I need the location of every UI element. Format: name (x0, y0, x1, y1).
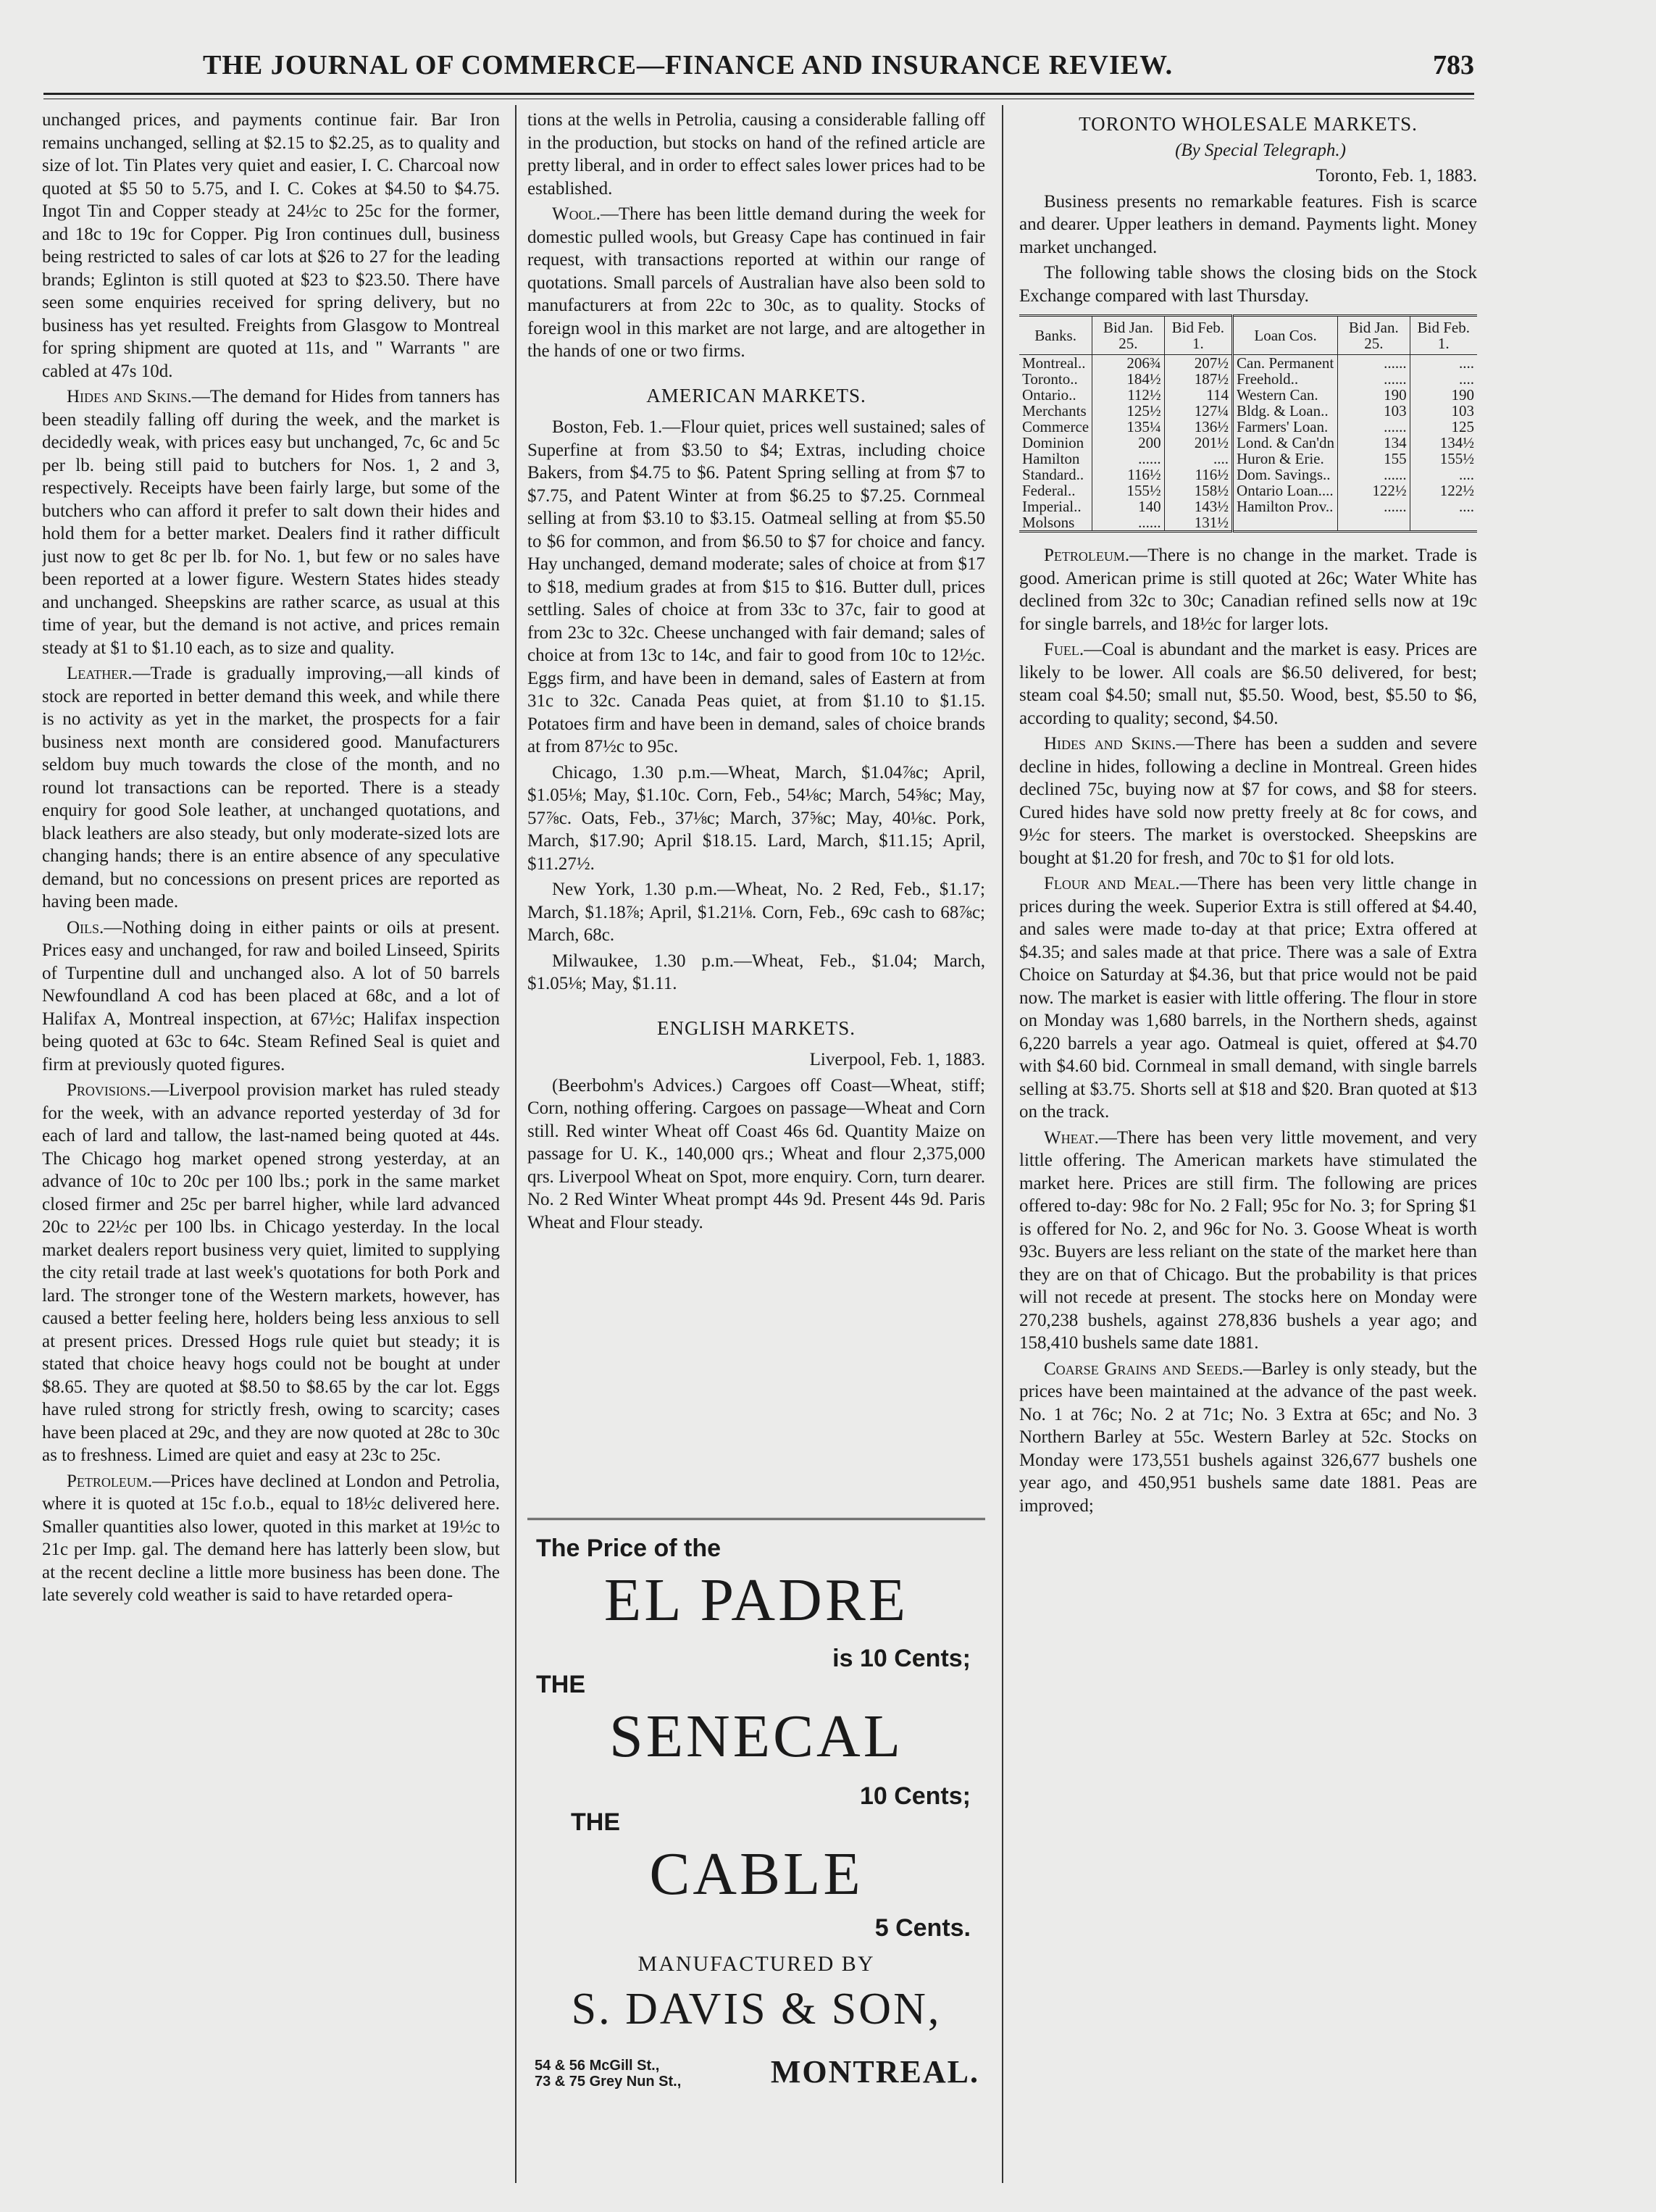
bank-name: Montreal.. (1022, 354, 1086, 372)
city-name: MONTREAL. (770, 2054, 979, 2090)
bid-feb: 114 (1164, 387, 1232, 403)
bid-jan: 135¼ (1092, 419, 1165, 435)
paragraph-iron: unchanged prices, and payments continue fair. Bar Iron remains unchanged, selling at $2.15 to $2.25, as to quality and size of lot. Tin Plates very quiet and easier, I. C. Charcoal now quoted at $5 50 to 5.75, and I. C. Cokes at $4.50 to $4.75. Ingot Tin and Copper steady at 24½c to 25c for the former, and 18c to 19c for Copper. Pig Iron continues dull, business being restricted to sales of car lots at $26 to 27 for the leading brands; Eglinton is still quoted at $23 to $23.50. There have seen some enquiries received for spring delivery, but no business has yet resulted. Freights from Glasgow to Montreal for spring shipment are quoted at 11s, and " Warrants " are cabled at 47s 10d. (42, 110, 500, 381)
bank-name: Imperial.. (1022, 498, 1082, 515)
bid-feb: 155½ (1410, 451, 1477, 467)
section-text: —Liverpool provision market has ruled steady for the week, with an advance reported yesterday of 3d for each of lard and tallow, the last-named being quoted at 44s. The Chicago hog market opened strong yesterday, at an advance of 10c to 20c per 100 lbs.; pork in the same market closed firmer and 25c per barrel higher, while lard advanced 20c to 22½c per 100 lbs. in Chicago yesterday. In the local market dealers report business very quiet, limited to supplying the city retail trade at last week's quotations for both Pork and lard. The stronger tone of the Western markets, however, has caused a better feeling here, holders being less anxious to sell at present prices. Dressed Hogs rule quiet but steady; it is stated that choice heavy hogs could not be bought at under $8.65. They are quoted at $8.50 to $8.65 by the car lot. Eggs have ruled strong for strictly fresh, owing to scarcity; cases have been placed at 29c, and they are now quoted at 28c to 30c as to freshness. Limed are quiet and easy at 23c to 25c. (42, 1080, 500, 1465)
firm-name: S. DAVIS & SON, (571, 1984, 942, 2034)
loan-co-name: Bldg. & Loan.. (1233, 403, 1338, 419)
dateline-liverpool: Liverpool, Feb. 1, 1883. (809, 1050, 985, 1069)
english-markets-heading: ENGLISH MARKETS. (656, 1017, 856, 1039)
loan-co-name: Hamilton Prov.. (1233, 498, 1338, 514)
price-el-padre: is 10 Cents; (832, 1645, 971, 1672)
section-text: —There has been little demand during the week for domestic pulled wools, but Greasy Cape has continued in fair request, with transactions reported at within our range of quotations. Small parcels of Australian have also been sold to manufacturers at from 22c to 30c, as to quality. Stocks of foreign wool in this market are not large, and are altogether in the hands of one or two firms. (527, 204, 985, 361)
paragraph-coarse-grains (1019, 1358, 1477, 1518)
manufactured-by: MANUFACTURED BY (637, 1952, 875, 1976)
paragraph-fuel (1019, 638, 1477, 730)
bid-jan: 206¾ (1092, 355, 1165, 372)
bid-feb: 116½ (1164, 467, 1232, 483)
section-heading: Leather. (67, 664, 133, 683)
column-3 (1019, 109, 1477, 2183)
bid-jan: 190 (1338, 387, 1410, 403)
table-header-row (1019, 316, 1477, 355)
bank-name: Dominion (1022, 434, 1084, 451)
section-text: —Trade is gradually improving,—all kinds of stock are reported in better demand this week, and while there is no activity as yet in the market, the prospects for a fair business next month are considered good. Manufacturers seldom buy much towards the close of the month, and no round lot transactions can be reported. There is a steady enquiry for good Sole leather, at unchanged quotations, and black leathers are also steady, but only moderate-sized lots are changing hands; there is an entire absence of any speculative demand, but no concessions on present prices are reported as having been made. (42, 664, 500, 911)
col-header-loan-cos: Loan Cos. (1233, 316, 1338, 355)
column-divider (1002, 105, 1003, 2183)
bank-name: Commerce (1022, 418, 1090, 435)
section-heading: Hides and Skins. (67, 387, 192, 406)
loan-co-name: Lond. & Can'dn (1233, 435, 1338, 451)
section-text: —There has been a sudden and severe decline in hides, following a decline in Montreal. Green hides declined 75c, buying now at $7 for cows, and $8 for steers. Cured hides have sold now pretty freely at 8c for cows, and 9½c for steers. The market is overstocked. Sheepskins are bought at $1.20 for fresh, and 70c to $1 for old lots. (1019, 734, 1477, 868)
paragraph-chicago: Chicago, 1.30 p.m.—Wheat, March, $1.04⅞c; April, $1.05⅛; May, $1.10c. Corn, Feb., 54⅛c; March, 54⅝c; May, 57⅞c. Oats, Feb., 37⅛c; March, 37⅝c; May, 40⅛c. Pork, March, $17.90; April $18.15. Lard, March, $11.15; April, $11.27½. (527, 762, 985, 874)
table-row (1019, 419, 1477, 435)
bid-feb: 122½ (1410, 483, 1477, 498)
section-heading: Wool. (552, 204, 601, 224)
paragraph-provisions (42, 1079, 500, 1467)
section-heading: Provisions. (67, 1080, 151, 1100)
column-1 (42, 109, 500, 2183)
bid-feb: 158½ (1164, 483, 1232, 498)
american-markets-heading: AMERICAN MARKETS. (646, 384, 866, 406)
col-header-bid-feb: Bid Feb. 1. (1410, 316, 1477, 355)
loan-co-name: Can. Permanent (1233, 355, 1338, 372)
section-heading: Wheat. (1044, 1127, 1099, 1148)
table-row (1019, 514, 1477, 532)
bid-feb: 136½ (1164, 419, 1232, 435)
paragraph-english: (Beerbohm's Advices.) Cargoes off Coast—Wheat, stiff; Corn, nothing offering. Cargoes on passage—Wheat and Corn still. Red winter Wheat off Coast 46s 6d. Quantity Maize on passage for U. K., 140,000 qrs.; Wheat and flour 2,375,000 qrs. Liverpool Wheat on Spot, more enquiry. Corn, turn dearer. No. 2 Red Winter Wheat prompt 44s 9d. Present 44s 9d. Paris Wheat and Flour steady. (527, 1075, 985, 1232)
bank-name: Molsons (1022, 514, 1075, 531)
section-heading: Fuel. (1044, 640, 1084, 659)
table-row (1019, 451, 1477, 467)
paragraph-hides (1019, 733, 1477, 869)
page-header (43, 45, 1474, 87)
table-body (1019, 355, 1477, 532)
table-row (1019, 467, 1477, 483)
table-row (1019, 355, 1477, 372)
bid-jan: 103 (1338, 403, 1410, 419)
bid-feb: 201½ (1164, 435, 1232, 451)
bid-feb: .... (1164, 451, 1232, 467)
bid-jan: ...... (1338, 467, 1410, 483)
bid-feb: .... (1410, 355, 1477, 372)
loan-co-name: Freehold.. (1233, 371, 1338, 387)
bid-jan: ...... (1338, 371, 1410, 387)
loan-co-name: Western Can. (1233, 387, 1338, 403)
paragraph-petrolia: tions at the wells in Petrolia, causing a considerable falling off in the production, but stocks on hand of the refined article are pretty liberal, and in order to effect sales lower prices had to be established. (527, 110, 985, 199)
bid-feb: .... (1410, 467, 1477, 483)
paragraph-petroleum (42, 1470, 500, 1607)
bid-jan: 200 (1092, 435, 1165, 451)
paragraph-flour (1019, 872, 1477, 1124)
paragraph-new-york: New York, 1.30 p.m.—Wheat, No. 2 Red, Feb., $1.17; March, $1.18⅞; April, $1.21⅛. Corn, Feb., 69c cash to 68⅞c; March, 68c. (527, 880, 985, 945)
section-text: —There has been very little movement, and very little offering. The American markets have stimulated the market here. Prices are still firm. The following are prices offered to-day: 98c for No. 2 Fall; 95c for No. 3; for Spring $1 is offered for No. 2, and 96c for No. 3. Goose Wheat is worth 93c. Buyers are less reliant on the state of the market here than they are on that of Chicago. But the probability is that prices will not recede at present. The stocks here on Monday were 270,238 bushels, against 278,836 bushels a year ago; and 158,410 bushels same date 1881. (1019, 1127, 1477, 1353)
bank-name: Toronto.. (1022, 370, 1078, 388)
bid-jan: 122½ (1338, 483, 1410, 498)
paragraph-wool (527, 203, 985, 363)
paragraph-business: Business presents no remarkable features. Fish is scarce and dearer. Upper leathers in demand. Payments light. Money market unchanged. (1019, 191, 1477, 257)
brand-el-padre: EL PADRE (603, 1566, 909, 1634)
paragraph-milwaukee: Milwaukee, 1.30 p.m.—Wheat, Feb., $1.04; March, $1.05⅛; May, $1.11. (527, 951, 985, 993)
section-heading: Flour and Meal. (1044, 874, 1180, 893)
price-senecal: 10 Cents; (859, 1782, 971, 1810)
bid-feb: 187½ (1164, 371, 1232, 387)
paragraph-boston: Boston, Feb. 1.—Flour quiet, prices well sustained; sales of Superfine at from $3.50 to $4; Extras, including choice Bakers, from $4.75 to $6. Patent Spring selling at from $7 to $7.75, and Patent Winter at from $6.25 to $7.25. Cornmeal selling at from $3.10 to $3.15. Oatmeal selling at from $5.50 to $6 for common, and from $6.50 to $7 for choice and fancy. Hay unchanged, demand moderate; sales of choice at from $17 to $18, medium grades at from $15 to $16. Butter dull, prices settling. Sales of choice at from 33c to 37c, fair to good at from 23c to 32c. Cheese unchanged with fair demand; sales of choice at from 13c to 14c, and fair to good from 10c to 12½c. Eggs firm, and have been in demand, sales of Eastern at from 31c to 32c. Canada Peas quiet, at from $1.10 to $1.15. Potatoes firm and have been in demand, sales of choice brands at from 87½c to 95c. (527, 417, 985, 756)
ad-the: THE (571, 1808, 620, 1836)
bank-name: Federal.. (1022, 482, 1076, 499)
section-text: —There is no change in the market. Trade is good. American prime is still quoted at 26c; Water White has declined from 32c to 30c; Canadian refined sells now at 19c for single barrels, and 18½c for larger lots. (1019, 546, 1477, 634)
section-text: —Prices have declined at London and Petrolia, where it is quoted at 15c f.o.b., equal to 18½c delivered here. Smaller quantities also lower, quoted in this market at 19½c to 21c per Imp. gal. The demand here has latterly been slow, but at the recent decline a little more business has been done. The late severely cold weather is said to have retarded opera- (42, 1471, 500, 1605)
bid-feb: .... (1410, 498, 1477, 514)
loan-co-name (1233, 514, 1338, 532)
bid-feb: .... (1410, 371, 1477, 387)
bid-jan: 116½ (1092, 467, 1165, 483)
column-2 (527, 109, 985, 1513)
table-row (1019, 483, 1477, 498)
stock-exchange-table (1019, 314, 1477, 533)
col-header-banks: Banks. (1019, 316, 1092, 355)
section-text: —The demand for Hides from tanners has been steadily falling off during the week, and the market is decidedly weak, with prices easy but unchanged, 7c, 6c and 5c per lb. being still paid to butchers for Nos. 1, 2 and 3, respectively. Receipts have been fairly large, but some of the butchers who can afford it prefer to salt down their hides and hold them for a better market. Dealers find it rather difficult just now to get 8c per lb. for No. 1, but few or no sales have been reported at a lower figure. Western States hides steady and unchanged. Sheepskins are rather scarce, as usual at this time of year, but the demand is not active, and prices remain steady at $1 to $1.10 each, as to size and quality. (42, 387, 500, 658)
bid-jan: ...... (1092, 451, 1165, 467)
bid-jan: 140 (1092, 498, 1165, 514)
section-heading: Oils. (67, 917, 104, 938)
bid-jan: 112½ (1092, 387, 1165, 403)
section-heading: Petroleum. (1044, 546, 1130, 565)
bid-feb: 190 (1410, 387, 1477, 403)
journal-title: THE JOURNAL OF COMMERCE—FINANCE AND INSURANCE REVIEW. (203, 50, 1174, 80)
bank-name: Standard.. (1022, 466, 1084, 483)
section-text: —Nothing doing in either paints or oils at present. Prices easy and unchanged, for raw and boiled Linseed, Spirits of Turpentine dull and unchanged also. A lot of 50 barrels Newfoundland A cod has been placed at 68c, and a lot of Halifax A, Montreal inspection, at 67½c; Halifax inspection being quoted at 63c to 64c. Steam Refined Seal is quiet and firm at previously quoted figures. (42, 917, 500, 1074)
special-telegraph: (By Special Telegraph.) (1175, 140, 1346, 160)
bid-feb: 131½ (1164, 514, 1232, 532)
bid-jan: ...... (1092, 514, 1165, 532)
bid-jan: 125½ (1092, 403, 1165, 419)
section-heading: Hides and Skins. (1044, 734, 1176, 754)
bid-feb (1410, 514, 1477, 532)
bid-feb: 143½ (1164, 498, 1232, 514)
paragraph-wheat (1019, 1127, 1477, 1355)
dateline-toronto: Toronto, Feb. 1, 1883. (1316, 166, 1477, 185)
bid-jan: 155½ (1092, 483, 1165, 498)
col-header-bid-feb: Bid Feb. 1. (1164, 316, 1232, 355)
loan-co-name: Huron & Erie. (1233, 451, 1338, 467)
table-row (1019, 435, 1477, 451)
table-row (1019, 371, 1477, 387)
section-text: —Barley is only steady, but the prices have been maintained at the advance of the past week. No. 1 at 76c; No. 2 at 71c; No. 3 Extra at 65c; and No. 3 Northern Barley at 55c. Western Barley at 52c. Stocks on Monday were 173,551 bushels against 326,677 bushels one year ago, and 450,951 bushels same date 1881. Peas are improved; (1019, 1358, 1477, 1516)
bid-feb: 127¼ (1164, 403, 1232, 419)
bid-feb: 125 (1410, 419, 1477, 435)
column-divider (515, 105, 517, 2183)
table-row (1019, 387, 1477, 403)
bid-jan: 155 (1338, 451, 1410, 467)
bid-jan: 184½ (1092, 371, 1165, 387)
bid-jan: ...... (1338, 355, 1410, 372)
page-number: 783 (1433, 50, 1474, 80)
paragraph-leather (42, 662, 500, 914)
section-heading: Coarse Grains and Seeds. (1044, 1358, 1244, 1379)
paragraph-petroleum (1019, 544, 1477, 635)
section-text: —There has been very little change in prices during the week. Superior Extra is still offered at $4.40, and sales were made to-day at that price; Extra offered at $4.35; and sales made at that price. There was a sale of Extra Choice on Saturday at $4.36, but that price would not be paid now. The market is easier with little offering. The flour in store on Monday was 1,680 barrels, in the Northern sheds, against 6,220 barrels a year ago. Oatmeal is quiet, offered at $4.70 with $4.60 bid. Cornmeal in small demand, with single barrels selling at $3.75. Shorts sell at $18 and $20. Bran quoted at $13 on the track. (1019, 874, 1477, 1122)
bank-name: Hamilton (1022, 450, 1080, 467)
table-row (1019, 403, 1477, 419)
bid-feb: 103 (1410, 403, 1477, 419)
loan-co-name: Ontario Loan.... (1233, 483, 1338, 498)
ad-intro: The Price of the (536, 1535, 722, 1562)
address-1: 54 & 56 McGill St., (535, 2058, 660, 2074)
bid-jan: ...... (1338, 419, 1410, 435)
col-header-bid-jan: Bid Jan. 25. (1092, 316, 1165, 355)
col-header-bid-jan: Bid Jan. 25. (1338, 316, 1410, 355)
bid-jan: 134 (1338, 435, 1410, 451)
table-row (1019, 498, 1477, 514)
loan-co-name: Farmers' Loan. (1233, 419, 1338, 435)
bank-name: Ontario.. (1022, 386, 1076, 404)
bank-name: Merchants (1022, 402, 1087, 420)
paragraph-table-intro: The following table shows the closing bids on the Stock Exchange compared with last Thursday. (1019, 263, 1477, 306)
bid-jan: ...... (1338, 498, 1410, 514)
header-rule (43, 93, 1474, 95)
toronto-markets-heading: TORONTO WHOLESALE MARKETS. (1079, 113, 1418, 135)
loan-co-name: Dom. Savings.. (1233, 467, 1338, 483)
bid-feb: 134½ (1410, 435, 1477, 451)
ad-the: THE (536, 1671, 585, 1698)
bid-feb: 207½ (1164, 355, 1232, 372)
address-2: 73 & 75 Grey Nun St., (535, 2074, 682, 2090)
section-text: —Coal is abundant and the market is easy. Prices are likely to be lower. All coals are $6.50 delivered, for best; steam coal $4.50; small nut, $5.50. Wood, best, $5.50 to $6, according to quality; second, $4.50. (1019, 640, 1477, 728)
section-heading: Petroleum. (67, 1471, 153, 1491)
paragraph-oils (42, 917, 500, 1077)
price-cable: 5 Cents. (874, 1914, 971, 1942)
bid-jan (1338, 514, 1410, 532)
advertisement (527, 1518, 985, 2107)
paragraph-hides (42, 385, 500, 659)
brand-senecal: SENECAL (609, 1703, 903, 1770)
brand-cable: CABLE (649, 1840, 863, 1908)
